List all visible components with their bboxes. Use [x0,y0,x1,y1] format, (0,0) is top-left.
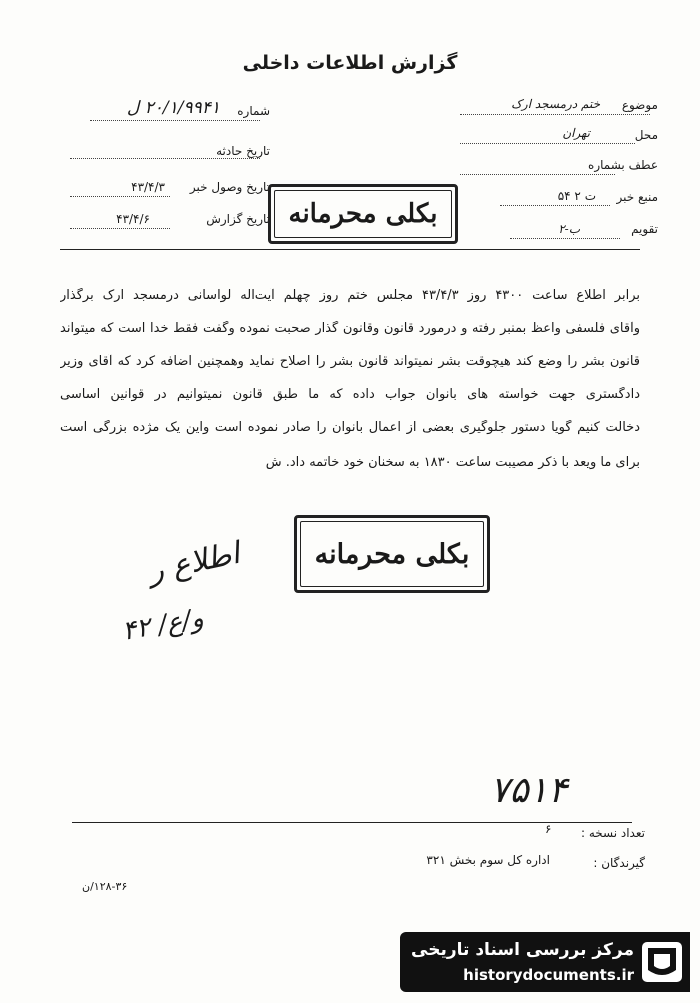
subject-dots [460,114,650,115]
archive-watermark [400,932,690,992]
report-date-label: تاریخ گزارش [206,212,270,226]
source-label: منبع خبر [616,190,658,204]
watermark-url: historydocuments.ir [463,966,634,984]
incident-date-dots [70,158,260,159]
report-title: گزارش اطلاعات داخلی [242,52,458,74]
body-line-4: دادگستری جهت خواسته های بانوان جواب داده که ما طبق قانون نمیتوانیم در قوانین اساسی [60,387,640,402]
body-line-6: برای ما ویعد با ذکر مصیبت ساعت ۱۸۳۰ به سخنان خود خاتمه داد. ش [265,455,640,470]
receipt-date-value: ۴۳/۴/۳ [131,180,165,194]
ref-dots [460,174,615,175]
handwritten-note-1: اطلاع ر [145,535,243,590]
archive-logo-icon [640,940,684,984]
receipt-date-label: تاریخ وصول خبر [189,180,270,194]
copies-value: ۶ [545,822,552,836]
source-dots [500,205,610,206]
place-value: تهران [562,126,590,140]
handwritten-number: ۷۵۱۴ [490,770,568,811]
source-value: ت ۲ ۵۴ [557,189,596,203]
report-date-dots [70,228,170,229]
header-separator [60,249,640,250]
watermark-persian-text: مرکز بررسی اسناد تاریخی [411,940,634,960]
body-line-3: قانون بشر را وضع کند هیچوقت بشر نمیتواند قانون بشر را اصلاح نماید وهمچنین اضافه کرد که آقای وزیر [60,354,640,369]
body-line-2: وآقای فلسفی واعظ بمنبر رفته و درمورد قانون وقانون گذار صحبت نموده وگفت فقط خدا است که میتواند [60,321,640,336]
top-confidential-stamp: بکلی محرمانه [268,184,458,244]
report-date-value: ۴۳/۴/۶ [116,212,150,226]
ref-label: عطف بشماره [588,158,658,172]
recipients-value: اداره کل سوم بخش ۳۲۱ [426,853,550,867]
rating-label: تقویم [631,222,658,236]
middle-confidential-stamp: بکلی محرمانه [294,515,490,593]
number-value: ۲۰/۱/۹۹۴۱ ل [126,98,220,118]
rating-dots [510,238,620,239]
recipients-label: گیرندگان : [593,856,645,870]
handwritten-note-2: و/ع/ ۴۲ [120,603,206,647]
place-dots [460,143,635,144]
subject-value: ختم درمسجد ارک [511,97,600,111]
body-line-1: برابر اطلاع ساعت ۴۳۰۰ روز ۴۳/۴/۳ مجلس ختم روز چهلم آیت‌اله لواسانی درمسجد ارک برگذار [60,288,640,303]
number-label: شماره [237,104,270,118]
body-line-5: دخالت کنیم گویا دستور جلوگیری بعضی از اعمال بانوان را صادر نموده است واین یک مژده بزرگی است [60,420,640,435]
subject-label: موضوع [621,98,658,112]
copies-label: تعداد نسخه : [580,826,645,840]
incident-date-label: تاریخ حادثه [216,144,270,158]
number-dots [90,120,260,121]
form-code: ۱۲۸-۳۶/ن [82,880,128,893]
receipt-date-dots [70,196,170,197]
rating-value: ب-۲ [558,222,580,236]
place-label: محل [634,128,658,142]
